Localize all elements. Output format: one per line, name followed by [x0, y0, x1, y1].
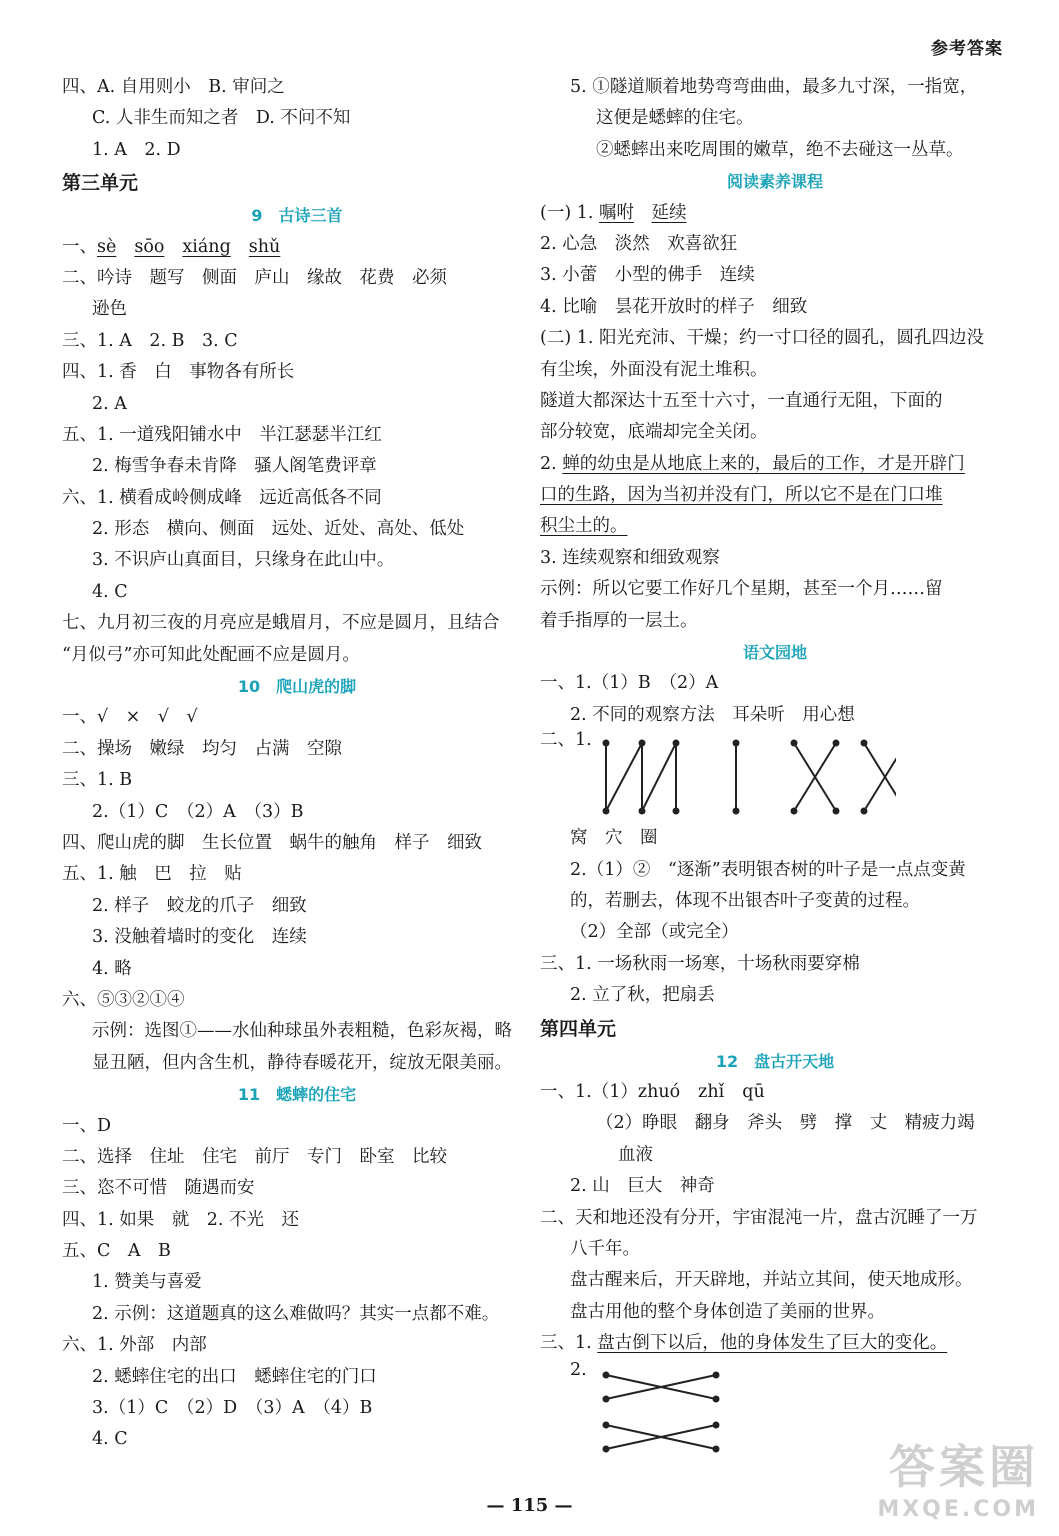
- answer-line: 2.（1）C （2）A （3）B: [92, 801, 304, 822]
- answer-line: “月似弓”亦可知此处配画不应是圆月。: [62, 644, 360, 665]
- answer-line: 3. 连续观察和细致观察: [540, 547, 720, 568]
- left-column: [62, 72, 532, 1456]
- underlined-answer: 盘古倒下以后，他的身体发生了巨大的变化。: [597, 1333, 948, 1354]
- answer-line: 二、操场 嫩绿 均匀 占满 空隙: [62, 738, 342, 759]
- answer-line: 4. 比喻 昙花开放时的样子 细致: [540, 296, 808, 317]
- underlined-answer: 延续: [651, 202, 687, 223]
- watermark: [877, 1431, 1039, 1522]
- answer-line: 盘古醒来后，开天辟地，并站立其间，使天地成形。: [570, 1270, 973, 1291]
- section-title: 阅读素养课程: [726, 172, 823, 192]
- answer-line: 六、1. 横看成岭侧成峰 远近高低各不同: [62, 487, 382, 508]
- matching-figure-1: [540, 731, 1010, 831]
- answer-line: [540, 449, 1010, 480]
- answer-line: 三、恣不可惜 随遇而安: [62, 1178, 255, 1199]
- answer-line: 逊色: [92, 299, 127, 320]
- answer-line: 2. 立了秋，把扇丢: [570, 985, 715, 1006]
- pinyin: zhuó: [637, 1081, 681, 1102]
- answer-line: 2. 示例：这道题真的这么难做吗？其实一点都不难。: [92, 1303, 500, 1324]
- unit-heading: 第四单元: [540, 1017, 617, 1040]
- page-number: — 115 —: [486, 1495, 573, 1516]
- answer-line: （2）全部（或完全）: [570, 922, 739, 943]
- lesson-title: 12 盘古开天地: [715, 1051, 835, 1071]
- answer-line: 八千年。: [570, 1238, 640, 1259]
- answer-line: 三、1. 一场秋雨一场寒，十场秋雨要穿棉: [540, 953, 860, 974]
- pinyin: sōo: [134, 236, 165, 257]
- answer-line: 显丑陋，但内含生机，静待春暖花开，绽放无限美丽。: [92, 1052, 512, 1073]
- answer-line: [540, 1328, 1010, 1359]
- answer-line: 着手指厚的一层土。: [540, 610, 698, 631]
- answer-line: 示例：所以它要工作好几个星期，甚至一个月……留: [540, 579, 943, 600]
- answer-line: 二、吟诗 题写 侧面 庐山 缘故 花费 必须: [62, 267, 447, 288]
- unit-heading: 第三单元: [62, 172, 139, 195]
- matching-lines-graphic: [596, 731, 896, 831]
- answer-line: 2.: [570, 1360, 587, 1381]
- pinyin-line: [62, 232, 532, 263]
- answer-line: 三、1. B: [62, 770, 133, 791]
- answer-line: 3. 不识庐山真面目，只缘身在此山中。: [92, 550, 395, 571]
- answer-line: 3. 没触着墙时的变化 连续: [92, 927, 307, 948]
- pinyin-line: [540, 1077, 1010, 1108]
- answer-line: 血液: [618, 1144, 653, 1165]
- answer-line: 二、选择 住址 住宅 前厅 专门 卧室 比较: [62, 1146, 447, 1167]
- pinyin: sè: [97, 236, 117, 257]
- answer-line: 四、A. 自用则小 B. 审问之: [62, 77, 285, 97]
- question-prefix: 一、1.（1）: [540, 1081, 638, 1102]
- question-prefix: 2.: [540, 453, 563, 474]
- answer-line: 2.（1）② “逐渐”表明银杏树的叶子是一点点变黄: [570, 859, 966, 880]
- question-prefix: (一) 1.: [540, 202, 599, 223]
- answer-line: [540, 511, 1010, 542]
- watermark-logo: 答案圈: [889, 1440, 1039, 1494]
- watermark-url: MXQE.COM: [877, 1497, 1039, 1522]
- answer-line: 2. 梅雪争春未肯降 骚人阁笔费评章: [92, 456, 377, 477]
- answer-line: 五、1. 触 巴 拉 贴: [62, 864, 242, 885]
- answer-line: [540, 198, 1010, 229]
- answer-line: 盘古用他的整个身体创造了美丽的世界。: [570, 1301, 885, 1322]
- answer-line: 2. 心急 淡然 欢喜欲狂: [540, 233, 738, 254]
- underlined-answer: 嘱咐: [598, 202, 634, 223]
- answer-line: 1. A 2. D: [92, 139, 181, 160]
- underlined-answer: 积尘土的。: [540, 516, 628, 537]
- right-column: [540, 72, 1010, 1469]
- question-prefix: 三、1.: [540, 1333, 598, 1354]
- question-prefix: 一、: [62, 236, 97, 257]
- pinyin: zhǐ: [698, 1081, 725, 1102]
- answer-line: 2. 山 巨大 神奇: [570, 1176, 715, 1197]
- underlined-answer: 蝉的幼虫是从地底上来的，最后的工作，才是开辟门: [562, 453, 965, 474]
- answer-line: 部分较宽，底端却完全关闭。: [540, 422, 768, 443]
- lesson-title: 10 爬山虎的脚: [237, 677, 357, 697]
- answer-line: ②蟋蟀出来吃周围的嫩草，绝不去碰这一丛草。: [596, 139, 964, 160]
- answer-line: 5. ①隧道顺着地势弯弯曲曲，最多九寸深，一指宽，: [570, 77, 978, 97]
- answer-line: 三、1. A 2. B 3. C: [62, 330, 238, 351]
- answer-line: 七、九月初三夜的月亮应是蛾眉月，不应是圆月，且结合: [62, 613, 500, 634]
- answer-line: 一、D: [62, 1115, 112, 1136]
- answer-line: 2. A: [92, 393, 127, 414]
- pinyin: xiáng: [182, 236, 231, 257]
- answer-line: 的，若删去，体现不出银杏叶子变黄的过程。: [570, 890, 920, 911]
- answer-line: 六、1. 外部 内部: [62, 1335, 207, 1356]
- answer-line: 窝 穴 圈: [570, 828, 658, 849]
- answer-line: 隧道大都深达十五至十六寸，一直通行无阻，下面的: [540, 390, 943, 411]
- answer-line: 六、⑤③②①④: [62, 989, 185, 1010]
- answer-line: 2. 不同的观察方法 耳朵听 用心想: [570, 704, 855, 725]
- answer-line: 五、C A B: [62, 1241, 171, 1262]
- answer-line: C. 人非生而知之者 D. 不问不知: [92, 108, 351, 129]
- pinyin: shǔ: [248, 236, 281, 257]
- answer-line: 4. C: [92, 581, 128, 602]
- pinyin: qū: [742, 1081, 765, 1102]
- page-header: 参考答案: [931, 39, 1003, 59]
- answer-line: 二、天和地还没有分开，宇宙混沌一片，盘古沉睡了一万: [540, 1207, 978, 1228]
- answer-line: 五、1. 一道残阳铺水中 半江瑟瑟半江红: [62, 424, 382, 445]
- cross-lines-graphic: [596, 1365, 756, 1465]
- answer-line: 四、1. 如果 就 2. 不光 还: [62, 1209, 300, 1230]
- answer-line: 3. 小蕾 小型的佛手 连续: [540, 265, 755, 286]
- answer-line: 一、√ × √ √: [62, 707, 198, 728]
- answer-line: 4. 略: [92, 958, 132, 979]
- answer-line: 4. C: [92, 1429, 128, 1450]
- answer-line: [540, 480, 1010, 511]
- answer-line: 四、爬山虎的脚 生长位置 蜗牛的触角 样子 细致: [62, 832, 482, 853]
- lesson-title: 9 古诗三首: [251, 206, 343, 226]
- answer-line: (二) 1. 阳光充沛、干燥；约一寸口径的圆孔，圆孔四边没: [540, 328, 984, 349]
- answer-line: 2. 样子 蛟龙的爪子 细致: [92, 895, 307, 916]
- answer-line: 一、1.（1）B （2）A: [540, 673, 719, 694]
- answer-line: 3.（1）C （2）D （3）A （4）B: [92, 1398, 373, 1419]
- answer-line: （2）睁眼 翻身 斧头 劈 撑 丈 精疲力竭: [596, 1113, 975, 1134]
- answer-line: 示例：选图①——水仙种球虽外表粗糙，色彩灰褐，略: [92, 1021, 512, 1042]
- answer-line: 有尘埃，外面没有泥土堆积。: [540, 359, 768, 380]
- answer-line: 四、1. 香 白 事物各有所长: [62, 362, 295, 383]
- section-title: 语文园地: [742, 643, 807, 663]
- answer-line: 这便是蟋蟀的住宅。: [596, 108, 754, 129]
- answer-line: 2. 形态 横向、侧面 远处、近处、高处、低处: [92, 519, 465, 540]
- answer-line: 1. 赞美与喜爱: [92, 1272, 202, 1293]
- lesson-title: 11 蟋蟀的住宅: [237, 1085, 357, 1105]
- answer-line: 二、1.: [540, 730, 592, 751]
- underlined-answer: 口的生路，因为当初并没有门，所以它不是在门口堆: [540, 485, 943, 506]
- answer-line: 2. 蟋蟀住宅的出口 蟋蟀住宅的门口: [92, 1366, 377, 1387]
